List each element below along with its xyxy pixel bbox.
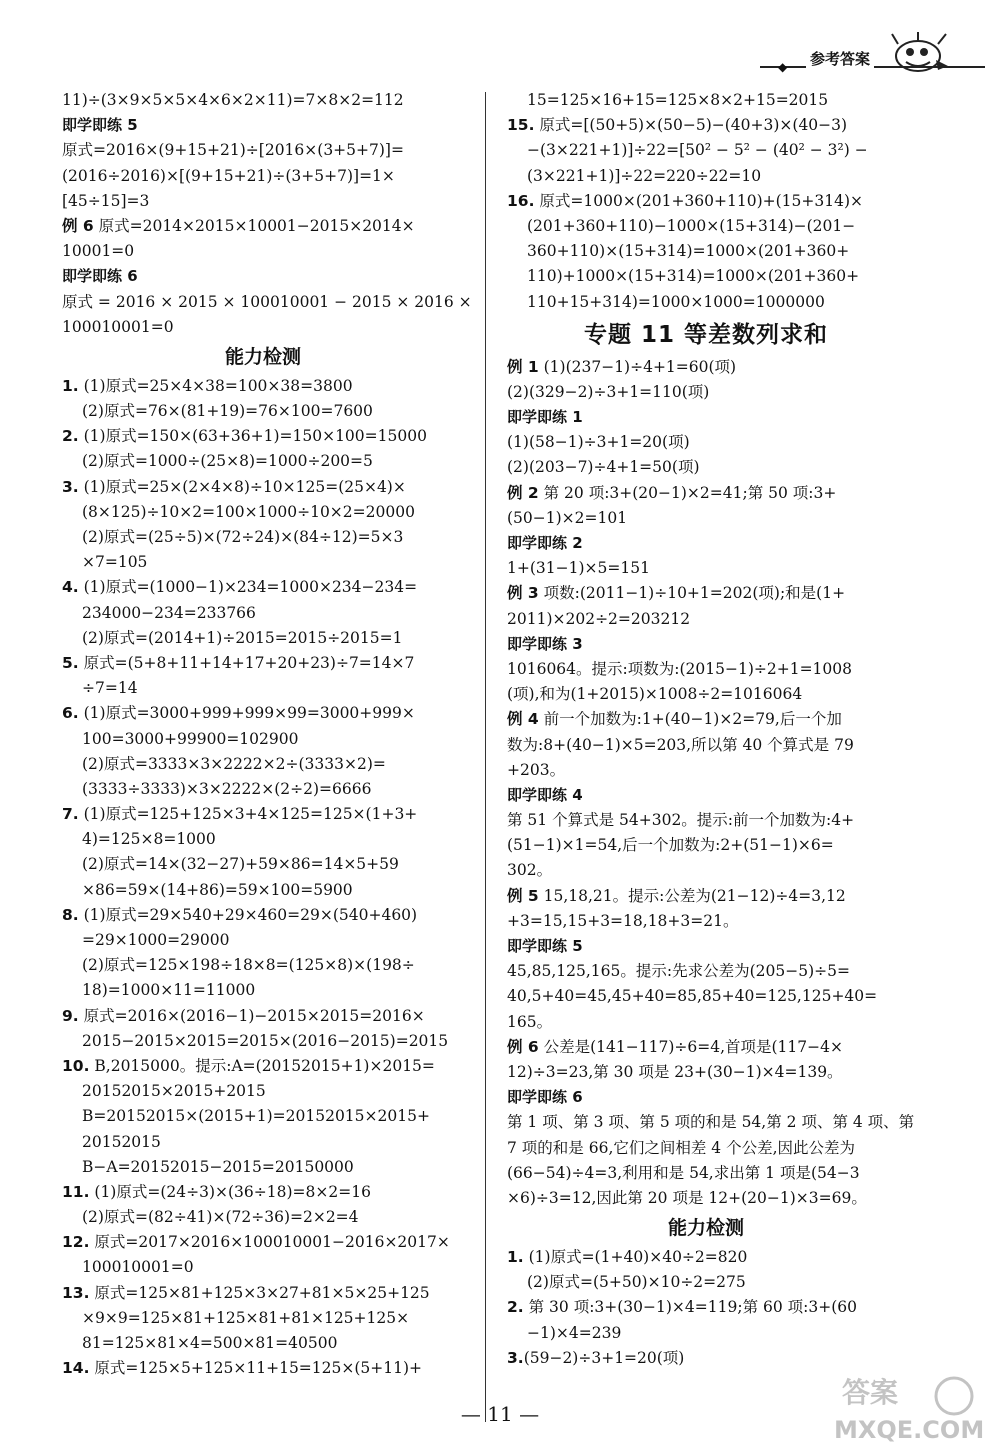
line-text: (2)(203−7)÷4+1=50(项) <box>507 458 700 477</box>
line-text: (2)原式=(2014+1)÷2015=2015÷2015=1 <box>82 628 403 647</box>
line-text: (50−1)×2=101 <box>507 508 628 527</box>
line-text: 即学即练 4 <box>507 785 583 804</box>
right-column <box>507 88 915 1371</box>
line-text: 即学即练 5 <box>62 116 138 135</box>
text-line <box>62 1130 464 1155</box>
text-line <box>507 884 905 909</box>
line-text: 10001=0 <box>62 242 135 261</box>
item-number: 3. <box>62 477 79 496</box>
text-line <box>507 506 905 531</box>
column-divider <box>485 92 486 1422</box>
line-text: (项),和为(1+2015)×1008÷2=1016064 <box>507 685 803 704</box>
text-line <box>62 852 464 877</box>
line-text: (2)原式=76×(81+19)=76×100=7600 <box>82 402 373 421</box>
text-line <box>62 449 464 474</box>
item-number: 1. <box>507 1248 524 1267</box>
text-line <box>62 1004 464 1029</box>
text-line <box>62 1255 464 1280</box>
text-line <box>507 1295 905 1320</box>
line-text: =29×1000=29000 <box>82 931 230 949</box>
line-text: 2011)×202÷2=203212 <box>507 609 691 628</box>
line-text: [45÷15]=3 <box>62 191 150 210</box>
text-line <box>62 575 464 600</box>
text-line <box>62 777 464 802</box>
text-line <box>62 239 464 264</box>
text-line <box>62 1331 464 1356</box>
line-text: 原式=1000×(201+360+110)+(15+314)× <box>534 191 864 210</box>
text-line <box>507 1035 905 1060</box>
line-text: (3333÷3333)×3×2222×(2÷2)=6666 <box>82 779 372 798</box>
text-line <box>62 676 464 701</box>
line-text: 专题 11 等差数列求和 <box>583 321 829 348</box>
text-line <box>62 802 464 827</box>
line-text: (2)原式=3333×3×2222×2÷(3333×2)= <box>82 754 386 773</box>
line-text: (66−54)÷4=3,利用和是 54,求出第 1 项是(54−3 <box>507 1163 860 1182</box>
line-text: B−A=20152015−2015=20150000 <box>82 1157 354 1176</box>
text-line <box>62 701 464 726</box>
item-number: 例 2 <box>507 483 539 502</box>
line-text: 40,5+40=45,45+40=85,85+40=125,125+40= <box>507 987 878 1006</box>
line-text: (1)原式=3000+999+999×99=3000+999× <box>78 704 415 723</box>
line-text: B,2015000。提示:A=(20152015+1)×2015= <box>89 1056 435 1075</box>
text-line <box>62 626 464 651</box>
text-line <box>507 481 905 506</box>
line-text: (1)原式=29×540+29×460=29×(540+460) <box>78 905 418 924</box>
text-line <box>507 1346 905 1371</box>
item-number: 2. <box>507 1298 524 1317</box>
line-text: 即学即练 5 <box>507 937 583 955</box>
line-text: 原式=2016×(2016−1)−2015×2015=2016× <box>78 1006 425 1025</box>
text-line <box>507 380 905 405</box>
line-text: ×86=59×(14+86)=59×100=5900 <box>82 880 353 899</box>
line-text: (1)原式=(1+40)×40÷2=820 <box>523 1248 748 1267</box>
text-line <box>507 581 905 606</box>
line-text: 原式=125×5+125×11+15=125×(5+11)+ <box>89 1359 423 1378</box>
watermark-logo <box>822 1372 990 1444</box>
line-text: (2)原式=(82÷41)×(72÷36)=2×2=4 <box>82 1208 359 1227</box>
text-line <box>62 315 464 340</box>
item-number: 10. <box>62 1056 90 1075</box>
line-text: 原式=(5+8+11+14+17+20+23)÷7=14×7 <box>78 653 415 672</box>
text-line <box>62 189 464 214</box>
line-text: 20152015 <box>82 1132 161 1151</box>
line-text: ×9×9=125×81+125×81+81×125+125× <box>82 1308 410 1327</box>
text-line <box>62 1205 464 1230</box>
line-text: 即学即练 2 <box>507 534 583 552</box>
text-line <box>62 1104 464 1129</box>
text-line <box>62 550 464 575</box>
practice-heading <box>507 632 905 657</box>
line-text: 110)+1000×(15+314)=1000×(201+360+ <box>527 267 860 286</box>
text-line <box>62 1180 464 1205</box>
text-line <box>507 113 905 138</box>
text-line <box>507 1245 905 1270</box>
line-text: (1)(58−1)÷3+1=20(项) <box>507 433 690 452</box>
item-number: 例 3 <box>507 584 539 603</box>
text-line <box>62 928 464 953</box>
item-number: 13. <box>62 1283 90 1302</box>
text-line <box>507 758 905 783</box>
line-text: 15,18,21。提示:公差为(21−12)÷4=3,12 <box>538 886 846 905</box>
line-text: (1)原式=25×(2×4×8)÷10×125=(25×4)× <box>78 477 406 496</box>
text-line <box>62 1029 464 1054</box>
line-text: 即学即练 1 <box>507 408 583 427</box>
text-line <box>507 355 905 380</box>
line-text: 20152015×2015+2015 <box>82 1082 266 1101</box>
line-text: 11)÷(3×9×5×5×4×6×2×11)=7×8×2=112 <box>62 91 404 109</box>
text-line <box>62 525 464 550</box>
text-line <box>507 1136 905 1161</box>
text-line <box>62 727 464 752</box>
line-text: B=20152015×(2015+1)=20152015×2015+ <box>82 1107 430 1126</box>
line-text: 12)÷3=23,第 30 项是 23+(30−1)×4=139。 <box>507 1062 843 1081</box>
practice-heading <box>507 531 905 556</box>
mascot-illustration-icon <box>888 30 950 76</box>
text-line <box>507 1060 905 1085</box>
line-text: (8×125)÷10×2=100×1000÷10×2=20000 <box>82 502 415 521</box>
text-line <box>507 264 905 289</box>
line-text: +3=15,15+3=18,18+3=21。 <box>507 911 739 930</box>
text-line <box>507 707 905 732</box>
text-line <box>62 878 464 903</box>
text-line <box>507 430 905 455</box>
line-text: (1)原式=150×(63+36+1)=150×100=15000 <box>78 427 427 446</box>
line-text: 第 30 项:3+(30−1)×4=119;第 60 项:3+(60 <box>523 1298 857 1317</box>
line-text: (201+360+110)−1000×(15+314)−(201− <box>527 216 856 235</box>
text-line <box>62 1281 464 1306</box>
text-line <box>62 374 464 399</box>
item-number: 例 4 <box>507 710 539 729</box>
line-text: (1)原式=(1000−1)×234=1000×234−234= <box>78 578 418 597</box>
text-line <box>62 903 464 928</box>
line-text: 100010001=0 <box>62 317 174 336</box>
practice-heading <box>507 783 905 808</box>
line-text: 第 1 项、第 3 项、第 5 项的和是 54,第 2 项、第 4 项、第 <box>507 1113 915 1132</box>
text-line <box>62 1155 464 1180</box>
line-text: 第 51 个算式是 54+302。提示:前一个加数为:4+ <box>507 811 855 830</box>
line-text: (1)原式=25×4×38=100×38=3800 <box>78 376 353 395</box>
line-text: 即学即练 6 <box>507 1088 583 1107</box>
line-text: 1+(31−1)×5=151 <box>507 559 650 578</box>
line-text: −1)×4=239 <box>527 1323 622 1342</box>
text-line <box>507 164 905 189</box>
text-line <box>507 189 905 214</box>
line-text: 公差是(141−117)÷6=4,首项是(117−4× <box>538 1037 843 1056</box>
item-number: 2. <box>62 427 79 446</box>
item-number: 3. <box>507 1348 524 1367</box>
line-text: 100010001=0 <box>82 1258 194 1277</box>
line-text: (2)原式=14×(32−27)+59×86=14×5+59 <box>82 855 399 874</box>
item-number: 5. <box>62 653 79 672</box>
line-text: 原式=[(50+5)×(50−5)−(40+3)×(40−3) <box>534 116 848 135</box>
text-line <box>62 1356 464 1381</box>
item-number: 9. <box>62 1006 79 1025</box>
text-line <box>62 651 464 676</box>
line-text: 165。 <box>507 1012 553 1031</box>
line-text: (2)原式=125×198÷18×8=(125×8)×(198÷ <box>82 956 415 975</box>
svg-text:MXQE.COM: MXQE.COM <box>834 1416 985 1444</box>
text-line <box>62 290 472 315</box>
practice-heading <box>62 113 464 138</box>
text-line <box>507 88 905 113</box>
text-line <box>507 657 905 682</box>
text-line <box>62 827 464 852</box>
text-line <box>507 607 905 632</box>
section-heading <box>62 340 464 374</box>
text-line <box>507 1161 905 1186</box>
running-header <box>760 44 985 84</box>
text-line <box>62 1079 464 1104</box>
line-text: (51−1)×1=54,后一个加数为:2+(51−1)×6= <box>507 836 834 855</box>
text-line <box>62 953 464 978</box>
line-text: 原式=2017×2016×100010001−2016×2017× <box>89 1233 450 1252</box>
line-text: 100=3000+99900=102900 <box>82 729 299 748</box>
practice-heading <box>507 1085 905 1110</box>
line-text: 能力检测 <box>667 1217 744 1240</box>
header-label: 参考答案 <box>806 48 874 69</box>
text-line <box>62 978 464 1003</box>
line-text: (2)(329−2)÷3+1=110(项) <box>507 382 710 401</box>
text-line <box>507 833 905 858</box>
text-line <box>507 556 905 581</box>
item-number: 6. <box>62 704 79 723</box>
line-text: 第 20 项:3+(20−1)×2=41;第 50 项:3+ <box>538 483 837 502</box>
line-text: 项数:(2011−1)÷10+1=202(项);和是(1+ <box>538 584 846 603</box>
text-line <box>62 1230 464 1255</box>
line-text: (1)原式=(24÷3)×(36÷18)=8×2=16 <box>89 1182 371 1201</box>
text-line <box>507 1010 905 1035</box>
text-line <box>507 909 905 934</box>
text-line <box>62 1306 464 1331</box>
line-text: 234000−234=233766 <box>82 603 256 622</box>
line-text: ×6)÷3=12,因此第 20 项是 12+(20−1)×3=69。 <box>507 1188 867 1207</box>
text-line <box>507 808 905 833</box>
item-number: 15. <box>507 116 535 135</box>
item-number: 11. <box>62 1182 90 1201</box>
line-text: 数为:8+(40−1)×5=203,所以第 40 个算式是 79 <box>507 735 854 754</box>
line-text: 原式 = 2016 × 2015 × 100010001 − 2015 × 2016 × <box>62 292 472 311</box>
item-number: 8. <box>62 905 79 924</box>
page-number: — 11 — <box>460 1402 540 1426</box>
line-text: 原式=2014×2015×10001−2015×2014× <box>93 216 415 235</box>
text-line <box>62 1054 464 1079</box>
left-column <box>62 88 472 1381</box>
item-number: 例 6 <box>507 1037 539 1056</box>
text-line <box>62 88 464 113</box>
text-line <box>507 858 905 883</box>
line-text: 360+110)×(15+314)=1000×(201+360+ <box>527 242 850 261</box>
line-text: 2015−2015×2015=2015×(2016−2015)=2015 <box>82 1031 449 1050</box>
item-number: 14. <box>62 1359 90 1378</box>
text-line <box>62 214 464 239</box>
text-line <box>62 752 464 777</box>
line-text: (2016÷2016)×[(9+15+21)÷(3+5+7)]=1× <box>62 166 395 185</box>
section-title <box>507 315 905 355</box>
line-text: (1)(237−1)÷4+1=60(项) <box>538 357 737 376</box>
text-line <box>507 1186 905 1211</box>
line-text: 原式=125×81+125×3×27+81×5×25+125 <box>89 1283 430 1302</box>
line-text: −(3×221+1)]÷22=[50² − 5² − (40² − 3²) − <box>527 141 868 160</box>
line-text: (2)原式=(5+50)×10÷2=275 <box>527 1273 746 1292</box>
line-text: 302。 <box>507 861 553 880</box>
text-line <box>507 984 905 1009</box>
line-text: +203。 <box>507 760 566 779</box>
line-text: 4)=125×8=1000 <box>82 830 216 849</box>
line-text: 能力检测 <box>224 345 301 368</box>
text-line <box>507 1110 915 1135</box>
text-line <box>507 682 905 707</box>
text-line <box>62 138 464 163</box>
text-line <box>507 1270 905 1295</box>
item-number: 例 1 <box>507 357 539 376</box>
line-text: 110+15+314)=1000×1000=1000000 <box>527 292 825 311</box>
item-number: 16. <box>507 191 535 210</box>
line-text: 即学即练 3 <box>507 634 583 653</box>
section-heading <box>507 1211 905 1245</box>
item-number: 例 6 <box>62 216 94 235</box>
item-number: 1. <box>62 376 79 395</box>
diamond-icon: ◆ <box>778 60 788 74</box>
text-line <box>507 290 905 315</box>
svg-text:答案: 答案 <box>842 1376 899 1409</box>
line-text: 7 项的和是 66,它们之间相差 4 个公差,因此公差为 <box>507 1138 856 1157</box>
text-line <box>507 214 905 239</box>
line-text: (1)原式=125+125×3+4×125=125×(1+3+ <box>78 805 418 824</box>
text-line <box>507 138 905 163</box>
line-text: 原式=2016×(9+15+21)÷[2016×(3+5+7)]= <box>62 141 404 160</box>
line-text: 即学即练 6 <box>62 267 138 286</box>
text-line <box>62 500 464 525</box>
line-text: (59−2)÷3+1=20(项) <box>523 1348 685 1367</box>
text-line <box>62 424 464 449</box>
text-line <box>62 164 464 189</box>
line-text: (2)原式=1000÷(25×8)=1000÷200=5 <box>82 452 373 471</box>
text-line <box>507 1321 905 1346</box>
line-text: 前一个加数为:1+(40−1)×2=79,后一个加 <box>538 710 842 729</box>
line-text: 81=125×81×4=500×81=40500 <box>82 1334 338 1352</box>
item-number: 4. <box>62 578 79 597</box>
line-text: 1016064。提示:项数为:(2015−1)÷2+1=1008 <box>507 659 852 678</box>
practice-heading <box>507 934 905 959</box>
text-line <box>62 475 464 500</box>
line-text: 15=125×16+15=125×8×2+15=2015 <box>527 91 829 109</box>
line-text: (3×221+1)]÷22=220÷22=10 <box>527 166 762 185</box>
text-line <box>62 399 464 424</box>
practice-heading <box>507 405 905 430</box>
item-number: 12. <box>62 1233 90 1252</box>
item-number: 例 5 <box>507 886 539 905</box>
line-text: 45,85,125,165。提示:先求公差为(205−5)÷5= <box>507 962 850 981</box>
item-number: 7. <box>62 805 79 824</box>
practice-heading <box>62 264 464 289</box>
text-line <box>507 959 905 984</box>
line-text: (2)原式=(25÷5)×(72÷24)×(84÷12)=5×3 <box>82 528 404 546</box>
text-line <box>62 601 464 626</box>
line-text: ÷7=14 <box>82 679 138 698</box>
line-text: ×7=105 <box>82 553 148 572</box>
text-line <box>507 239 905 264</box>
text-line <box>507 733 905 758</box>
text-line <box>507 455 905 480</box>
line-text: 18)=1000×11=11000 <box>82 981 256 1000</box>
